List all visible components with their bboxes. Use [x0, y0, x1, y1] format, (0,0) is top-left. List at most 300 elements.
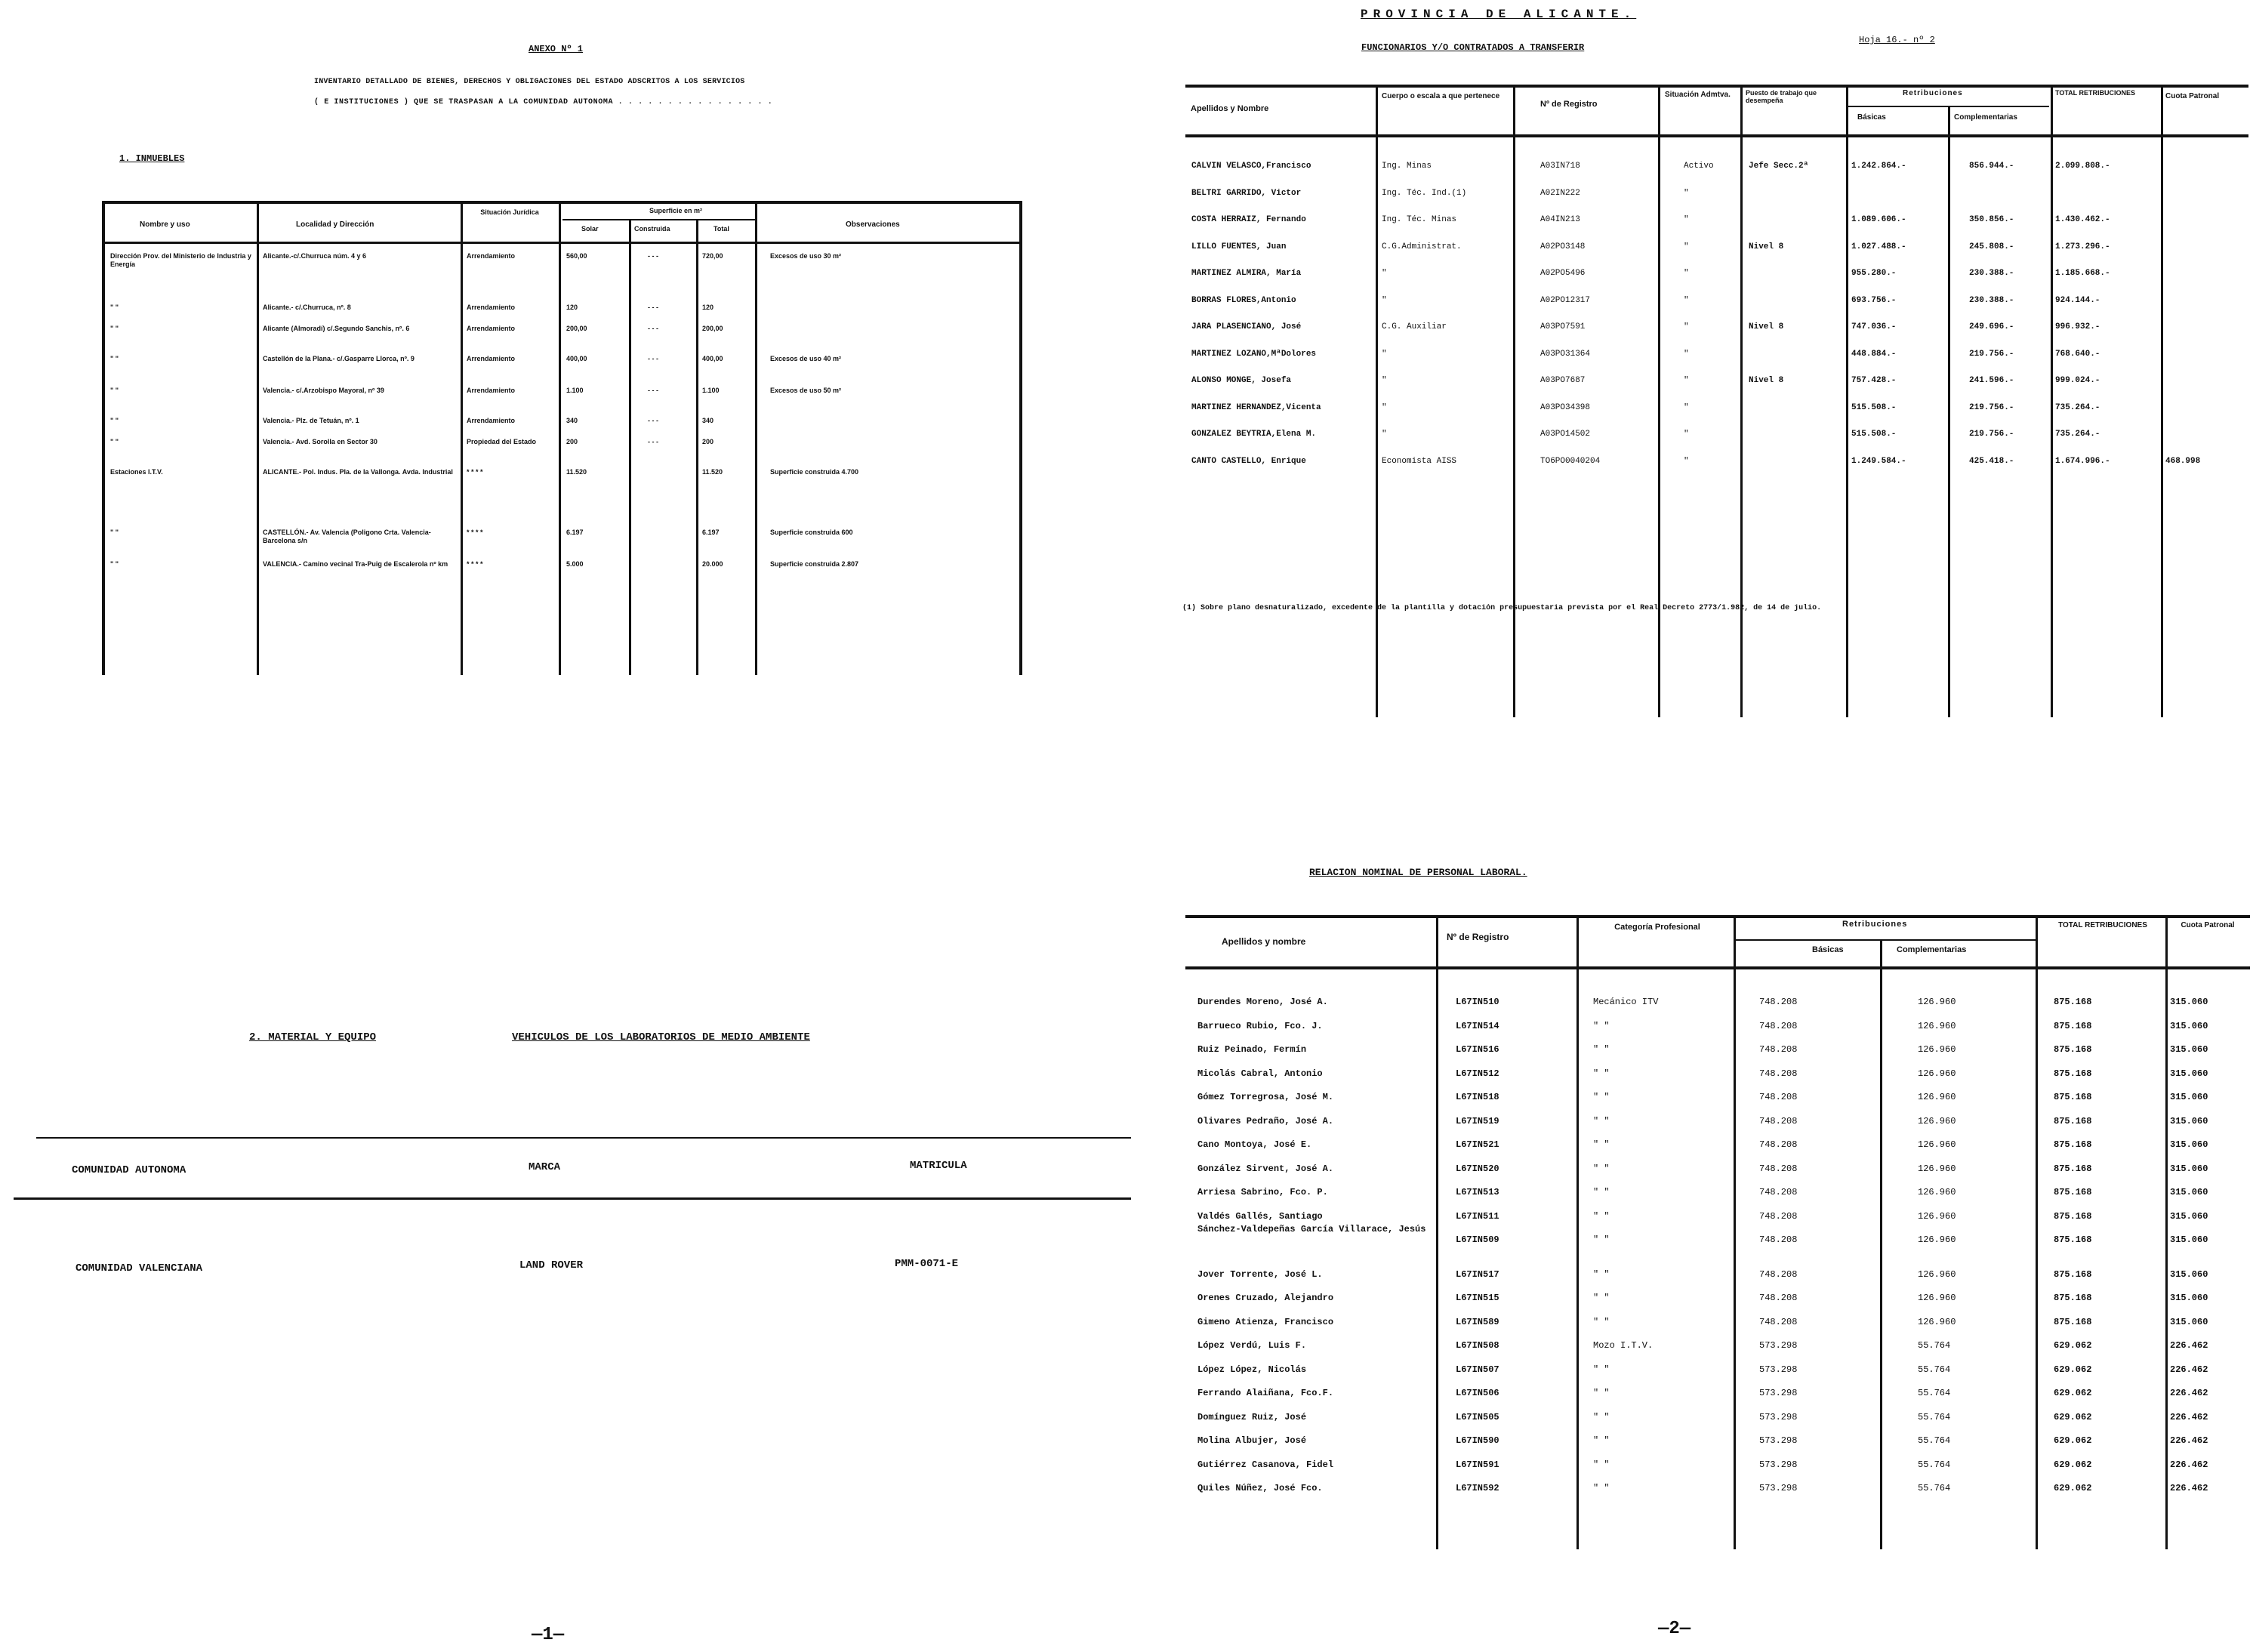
func-complementarias: 245.808.-: [1969, 242, 2014, 251]
func-nombre: GONZALEZ BEYTRIA,Elena M.: [1191, 430, 1317, 439]
func-complementarias: 425.418.-: [1969, 457, 2014, 466]
inmueble-total: 6.197: [702, 529, 720, 536]
inmueble-localidad: Castellón de la Plana.- c/.Gasparre Llorca, nº. 9: [263, 355, 415, 362]
inmueble-construida: - - -: [648, 417, 658, 424]
inmueble-localidad: ALICANTE.- Pol. Indus. Pla. de la Vallonga. Avda. Industrial: [263, 468, 453, 476]
laboral-nombre: Valdés Gallés, Santiago: [1197, 1211, 1323, 1222]
func-total: 735.264.-: [2055, 403, 2100, 412]
func-nombre: MARTINEZ HERNANDEZ,Vicenta: [1191, 403, 1321, 412]
laboral-registro: L67IN589: [1456, 1317, 1499, 1327]
inmueble-situacion: * * * *: [467, 560, 483, 568]
inmueble-localidad: Alicante.-c/.Churruca núm. 4 y 6: [263, 252, 367, 260]
laboral-categoria: " ": [1593, 1187, 1610, 1197]
inmueble-obs: Excesos de uso 30 m²: [770, 252, 842, 260]
func-registro: A03PO34398: [1540, 403, 1591, 412]
laboral-cuota: 226.462: [2170, 1412, 2208, 1422]
func-total: 1.185.668.-: [2055, 269, 2110, 278]
laboral-cuota: 226.462: [2170, 1435, 2208, 1446]
func-cuerpo: Ing. Téc. Minas: [1382, 215, 1457, 224]
laboral-complementarias: 126.960: [1918, 1139, 1956, 1150]
th-situacion: Situación Jurídica: [480, 208, 539, 216]
laboral-categoria: " ": [1593, 1388, 1610, 1398]
func-registro: A02IN222: [1540, 189, 1580, 198]
inmueble-obs: Excesos de uso 40 m²: [770, 355, 842, 362]
func-cuerpo: Ing. Téc. Ind.(1): [1382, 189, 1467, 198]
laboral-basicas: 573.298: [1759, 1459, 1798, 1470]
laboral-basicas: 748.208: [1759, 1044, 1798, 1055]
inmueble-localidad: Alicante.- c/.Churruca, nº. 8: [263, 304, 351, 311]
inmueble-construida: - - -: [648, 252, 658, 260]
th-superficie: Superficie en m²: [649, 207, 703, 214]
func-puesto: Nivel 8: [1749, 376, 1784, 385]
laboral-categoria: " ": [1593, 1234, 1610, 1245]
func-complementarias: 241.596.-: [1969, 376, 2014, 385]
inmueble-nombre: " ": [110, 560, 119, 568]
func-nombre: BORRAS FLORES,Antonio: [1191, 296, 1296, 305]
veh-th-matricula: MATRICULA: [910, 1160, 967, 1172]
inmueble-nombre: Estaciones I.T.V.: [110, 468, 163, 476]
laboral-registro: L67IN591: [1456, 1459, 1499, 1470]
inmueble-total: 120: [702, 304, 714, 311]
inmueble-construida: - - -: [648, 325, 658, 332]
laboral-nombre: Jover Torrente, José L.: [1197, 1269, 1323, 1280]
fth-apellidos: Apellidos y Nombre: [1191, 104, 1269, 113]
laboral-nombre: Gimeno Atienza, Francisco: [1197, 1317, 1334, 1327]
laboral-cuota: 315.060: [2170, 1092, 2208, 1102]
func-situacion: ": [1684, 296, 1689, 305]
page-number-2: —2—: [1658, 1619, 1691, 1639]
func-total: 2.099.808.-: [2055, 162, 2110, 171]
func-total: 1.674.996.-: [2055, 457, 2110, 466]
vehicles-title: VEHICULOS DE LOS LABORATORIOS DE MEDIO AMBIENTE: [512, 1031, 810, 1043]
laboral-categoria: Mozo I.T.V.: [1593, 1340, 1654, 1351]
func-situacion: ": [1684, 403, 1689, 412]
func-complementarias: 230.388.-: [1969, 269, 2014, 278]
laboral-complementarias: 126.960: [1918, 997, 1956, 1007]
fth-situacion: Situación Admtva.: [1665, 91, 1731, 99]
laboral-title: RELACION NOMINAL DE PERSONAL LABORAL.: [1309, 867, 1527, 878]
func-registro: TO6PO0040204: [1540, 457, 1601, 466]
func-complementarias: 350.856.-: [1969, 215, 2014, 224]
func-nombre: LILLO FUENTES, Juan: [1191, 242, 1287, 251]
th-nombre-uso: Nombre y uso: [140, 220, 190, 229]
laboral-registro: L67IN590: [1456, 1435, 1499, 1446]
func-situacion: ": [1684, 242, 1689, 251]
laboral-basicas: 748.208: [1759, 1211, 1798, 1222]
laboral-registro: L67IN514: [1456, 1021, 1499, 1031]
laboral-nombre: Cano Montoya, José E.: [1197, 1139, 1312, 1150]
inmueble-solar: 200: [566, 438, 578, 445]
func-registro: A04IN213: [1540, 215, 1580, 224]
laboral-nombre: Micolás Cabral, Antonio: [1197, 1068, 1323, 1079]
laboral-categoria: " ": [1593, 1211, 1610, 1222]
veh-marca: LAND ROVER: [519, 1259, 584, 1271]
func-nombre: MARTINEZ LOZANO,MªDolores: [1191, 350, 1317, 359]
inmueble-obs: Superficie construida 600: [770, 529, 853, 536]
func-basicas: 1.089.606.-: [1851, 215, 1906, 224]
laboral-cuota: 315.060: [2170, 1187, 2208, 1197]
laboral-total: 875.168: [2054, 1234, 2092, 1245]
laboral-categoria: Mecánico ITV: [1593, 997, 1659, 1007]
laboral-registro: L67IN519: [1456, 1116, 1499, 1127]
th-localidad: Localidad y Dirección: [296, 220, 374, 229]
laboral-complementarias: 55.764: [1918, 1483, 1951, 1493]
laboral-basicas: 573.298: [1759, 1483, 1798, 1493]
fth-cuerpo: Cuerpo o escala a que pertenece: [1382, 92, 1500, 100]
inmueble-nombre: " ": [110, 417, 119, 424]
fth-complementarias: Complementarias: [1954, 113, 2017, 122]
inmueble-solar: 400,00: [566, 355, 587, 362]
laboral-total: 875.168: [2054, 1092, 2092, 1102]
func-registro: A02PO12317: [1540, 296, 1591, 305]
inmueble-construida: - - -: [648, 304, 658, 311]
laboral-complementarias: 126.960: [1918, 1269, 1956, 1280]
func-cuerpo: ": [1382, 376, 1387, 385]
inmueble-solar: 200,00: [566, 325, 587, 332]
th-total: Total: [714, 225, 729, 233]
laboral-total: 875.168: [2054, 1163, 2092, 1174]
laboral-cuota: 315.060: [2170, 1234, 2208, 1245]
func-cuerpo: ": [1382, 403, 1387, 412]
func-cuerpo: ": [1382, 430, 1387, 439]
inmueble-situacion: Arrendamiento: [467, 355, 516, 362]
laboral-basicas: 748.208: [1759, 1187, 1798, 1197]
inmueble-nombre: " ": [110, 387, 119, 394]
laboral-nombre: González Sirvent, José A.: [1197, 1163, 1334, 1174]
laboral-basicas: 748.208: [1759, 1234, 1798, 1245]
laboral-categoria: " ": [1593, 1269, 1610, 1280]
func-registro: A03PO7591: [1540, 322, 1586, 331]
inmueble-situacion: Arrendamiento: [467, 417, 516, 424]
inmueble-localidad: Valencia.- Plz. de Tetuán, nº. 1: [263, 417, 359, 424]
laboral-total: 875.168: [2054, 1068, 2092, 1079]
func-complementarias: 856.944.-: [1969, 162, 2014, 171]
inmueble-localidad: Valencia.- Avd. Sorolla en Sector 30: [263, 438, 378, 445]
func-basicas: 757.428.-: [1851, 376, 1897, 385]
laboral-basicas: 573.298: [1759, 1412, 1798, 1422]
laboral-registro: L67IN509: [1456, 1234, 1499, 1245]
laboral-basicas: 748.208: [1759, 1092, 1798, 1102]
inmueble-total: 200,00: [702, 325, 723, 332]
laboral-total: 875.168: [2054, 997, 2092, 1007]
inmueble-solar: 340: [566, 417, 578, 424]
inmueble-nombre: " ": [110, 529, 119, 536]
func-cuerpo: C.G. Auxiliar: [1382, 322, 1447, 331]
laboral-registro: L67IN517: [1456, 1269, 1499, 1280]
laboral-nombre: Gutiérrez Casanova, Fidel: [1197, 1459, 1334, 1470]
laboral-complementarias: 126.960: [1918, 1293, 1956, 1303]
laboral-nombre: Barrueco Rubio, Fco. J.: [1197, 1021, 1323, 1031]
func-nombre: BELTRI GARRIDO, Victor: [1191, 189, 1302, 198]
func-situacion: ": [1684, 430, 1689, 439]
laboral-categoria: " ": [1593, 1116, 1610, 1127]
func-cuerpo: ": [1382, 269, 1387, 278]
province-title: PROVINCIA DE ALICANTE.: [1361, 8, 1637, 21]
inmueble-localidad: Alicante (Almoradí) c/.Segundo Sanchis, nº. 6: [263, 325, 410, 332]
inmueble-situacion: Arrendamiento: [467, 387, 516, 394]
inmueble-situacion: Arrendamiento: [467, 304, 516, 311]
laboral-registro: L67IN506: [1456, 1388, 1499, 1398]
laboral-total: 629.062: [2054, 1364, 2092, 1375]
laboral-complementarias: 126.960: [1918, 1021, 1956, 1031]
inmueble-solar: 120: [566, 304, 578, 311]
func-total: 924.144.-: [2055, 296, 2100, 305]
laboral-total: 875.168: [2054, 1293, 2092, 1303]
func-puesto: Nivel 8: [1749, 322, 1784, 331]
lth-cuota: Cuota Patronal: [2181, 921, 2235, 929]
func-cuerpo: Economista AISS: [1382, 457, 1457, 466]
laboral-basicas: 748.208: [1759, 1116, 1798, 1127]
laboral-cuota: 315.060: [2170, 1044, 2208, 1055]
inmueble-situacion: * * * *: [467, 468, 483, 476]
laboral-registro: L67IN510: [1456, 997, 1499, 1007]
inmueble-solar: 5.000: [566, 560, 584, 568]
inmueble-situacion: Propiedad del Estado: [467, 438, 537, 445]
laboral-cuota: 315.060: [2170, 1139, 2208, 1150]
laboral-registro: L67IN507: [1456, 1364, 1499, 1375]
func-cuerpo: ": [1382, 296, 1387, 305]
laboral-complementarias: 126.960: [1918, 1317, 1956, 1327]
laboral-nombre: Gómez Torregrosa, José M.: [1197, 1092, 1334, 1102]
fth-cuota: Cuota Patronal: [2165, 92, 2220, 100]
laboral-cuota: 315.060: [2170, 1163, 2208, 1174]
fth-total: TOTAL RETRIBUCIONES: [2055, 89, 2136, 97]
func-complementarias: 249.696.-: [1969, 322, 2014, 331]
inmueble-total: 11.520: [702, 468, 723, 476]
laboral-cuota: 226.462: [2170, 1364, 2208, 1375]
laboral-complementarias: 126.960: [1918, 1187, 1956, 1197]
laboral-total: 629.062: [2054, 1483, 2092, 1493]
laboral-nombre: Olivares Pedraño, José A.: [1197, 1116, 1334, 1127]
laboral-total: 875.168: [2054, 1044, 2092, 1055]
laboral-total: 629.062: [2054, 1340, 2092, 1351]
func-cuerpo: C.G.Administrat.: [1382, 242, 1462, 251]
laboral-basicas: 748.208: [1759, 1163, 1798, 1174]
inmueble-nombre: " ": [110, 355, 119, 362]
func-situacion: ": [1684, 269, 1689, 278]
laboral-complementarias: 55.764: [1918, 1435, 1951, 1446]
laboral-complementarias: 126.960: [1918, 1068, 1956, 1079]
func-cuota: 468.998: [2165, 457, 2201, 466]
laboral-total: 629.062: [2054, 1412, 2092, 1422]
laboral-basicas: 748.208: [1759, 1293, 1798, 1303]
laboral-complementarias: 126.960: [1918, 1092, 1956, 1102]
laboral-complementarias: 126.960: [1918, 1234, 1956, 1245]
funcionarios-title: FUNCIONARIOS Y/O CONTRATADOS A TRANSFERIR: [1361, 42, 1585, 53]
func-total: 1.430.462.-: [2055, 215, 2110, 224]
func-nombre: ALONSO MONGE, Josefa: [1191, 376, 1292, 385]
laboral-total: 629.062: [2054, 1435, 2092, 1446]
lth-total: TOTAL RETRIBUCIONES: [2058, 921, 2147, 929]
laboral-complementarias: 55.764: [1918, 1412, 1951, 1422]
func-total: 735.264.-: [2055, 430, 2100, 439]
func-registro: A03PO7687: [1540, 376, 1586, 385]
inmueble-nombre: Dirección Prov. del Ministerio de Industria y Energía: [110, 252, 251, 268]
func-basicas: 1.249.584.-: [1851, 457, 1906, 466]
laboral-registro: L67IN516: [1456, 1044, 1499, 1055]
func-complementarias: 219.756.-: [1969, 350, 2014, 359]
laboral-categoria: " ": [1593, 1021, 1610, 1031]
anexo-title: ANEXO Nº 1: [529, 44, 584, 54]
laboral-registro: L67IN515: [1456, 1293, 1499, 1303]
func-total: 999.024.-: [2055, 376, 2100, 385]
laboral-basicas: 573.298: [1759, 1388, 1798, 1398]
laboral-registro: L67IN511: [1456, 1211, 1499, 1222]
laboral-cuota: 226.462: [2170, 1340, 2208, 1351]
laboral-cuota: 315.060: [2170, 1021, 2208, 1031]
laboral-basicas: 573.298: [1759, 1340, 1798, 1351]
inmueble-solar: 1.100: [566, 387, 584, 394]
laboral-total: 875.168: [2054, 1116, 2092, 1127]
inmueble-construida: - - -: [648, 355, 658, 362]
inmueble-nombre: " ": [110, 438, 119, 445]
laboral-categoria: " ": [1593, 1092, 1610, 1102]
th-solar: Solar: [581, 225, 599, 233]
laboral-total: 629.062: [2054, 1388, 2092, 1398]
laboral-basicas: 748.208: [1759, 1269, 1798, 1280]
lth-retribuciones: Retribuciones: [1842, 920, 1908, 929]
inmueble-obs: Superficie construida 4.700: [770, 468, 859, 476]
func-basicas: 1.027.488.-: [1851, 242, 1906, 251]
func-basicas: 515.508.-: [1851, 430, 1897, 439]
laboral-registro: L67IN521: [1456, 1139, 1499, 1150]
inmueble-situacion: Arrendamiento: [467, 325, 516, 332]
func-situacion: ": [1684, 215, 1689, 224]
laboral-total: 875.168: [2054, 1211, 2092, 1222]
inmueble-solar: 11.520: [566, 468, 587, 476]
laboral-registro: L67IN592: [1456, 1483, 1499, 1493]
inmueble-localidad: VALENCIA.- Camino vecinal Tra-Puig de Escalerola nº km: [263, 560, 448, 568]
inmueble-solar: 6.197: [566, 529, 584, 536]
laboral-categoria: " ": [1593, 1293, 1610, 1303]
func-situacion: ": [1684, 376, 1689, 385]
func-cuerpo: Ing. Minas: [1382, 162, 1432, 171]
laboral-cuota: 226.462: [2170, 1459, 2208, 1470]
func-situacion: Activo: [1684, 162, 1714, 171]
inmueble-construida: - - -: [648, 438, 658, 445]
veh-matricula: PMM-0071-E: [895, 1258, 959, 1270]
func-situacion: ": [1684, 457, 1689, 466]
func-registro: A03IN718: [1540, 162, 1580, 171]
func-registro: A02PO5496: [1540, 269, 1586, 278]
laboral-nombre: Orenes Cruzado, Alejandro: [1197, 1293, 1334, 1303]
laboral-categoria: " ": [1593, 1459, 1610, 1470]
laboral-registro: L67IN512: [1456, 1068, 1499, 1079]
laboral-complementarias: 126.960: [1918, 1211, 1956, 1222]
func-registro: A02PO3148: [1540, 242, 1586, 251]
laboral-total: 875.168: [2054, 1187, 2092, 1197]
laboral-complementarias: 55.764: [1918, 1340, 1951, 1351]
laboral-nombre: Arriesa Sabrino, Fco. P.: [1197, 1187, 1328, 1197]
inmueble-situacion: * * * *: [467, 529, 483, 536]
laboral-complementarias: 55.764: [1918, 1459, 1951, 1470]
func-basicas: 515.508.-: [1851, 403, 1897, 412]
th-observaciones: Observaciones: [846, 220, 900, 229]
page-number-1: —1—: [532, 1625, 565, 1645]
inmueble-total: 1.100: [702, 387, 720, 394]
fth-registro: Nº de Registro: [1540, 100, 1598, 109]
inmueble-nombre: " ": [110, 304, 119, 311]
func-nombre: CALVIN VELASCO,Francisco: [1191, 162, 1311, 171]
func-nombre: JARA PLASENCIANO, José: [1191, 322, 1302, 331]
laboral-cuota: 315.060: [2170, 1116, 2208, 1127]
veh-th-comunidad: COMUNIDAD AUTONOMA: [72, 1164, 186, 1176]
func-nombre: MARTINEZ ALMIRA, María: [1191, 269, 1302, 278]
laboral-cuota: 315.060: [2170, 1269, 2208, 1280]
laboral-registro: L67IN505: [1456, 1412, 1499, 1422]
laboral-nombre: Sánchez-Valdepeñas García Villarace, Jesús: [1197, 1224, 1426, 1234]
func-situacion: ": [1684, 350, 1689, 359]
laboral-categoria: " ": [1593, 1163, 1610, 1174]
inventory-subtitle-1: INVENTARIO DETALLADO DE BIENES, DERECHOS Y OBLIGACIONES DEL ESTADO ADSCRITOS A LOS SERVICIOS: [314, 78, 745, 86]
laboral-complementarias: 126.960: [1918, 1163, 1956, 1174]
func-basicas: 955.280.-: [1851, 269, 1897, 278]
inmueble-localidad: CASTELLÓN.- Av. Valencia (Poligono Crta. Valencia-Barcelona s/n: [263, 529, 431, 544]
func-registro: A03PO31364: [1540, 350, 1591, 359]
func-complementarias: 230.388.-: [1969, 296, 2014, 305]
laboral-basicas: 748.208: [1759, 1021, 1798, 1031]
inmueble-obs: Excesos de uso 50 m²: [770, 387, 842, 394]
laboral-categoria: " ": [1593, 1139, 1610, 1150]
laboral-total: 875.168: [2054, 1269, 2092, 1280]
veh-comunidad: COMUNIDAD VALENCIANA: [76, 1262, 203, 1274]
laboral-registro: L67IN520: [1456, 1163, 1499, 1174]
lth-basicas: Básicas: [1812, 945, 1844, 954]
laboral-cuota: 226.462: [2170, 1483, 2208, 1493]
lth-registro: Nº de Registro: [1447, 932, 1509, 942]
laboral-complementarias: 55.764: [1918, 1364, 1951, 1375]
func-nombre: COSTA HERRAIZ, Fernando: [1191, 215, 1306, 224]
laboral-total: 875.168: [2054, 1317, 2092, 1327]
inmueble-localidad: Valencia.- c/.Arzobispo Mayoral, nº 39: [263, 387, 384, 394]
inmueble-total: 340: [702, 417, 714, 424]
laboral-basicas: 748.208: [1759, 1317, 1798, 1327]
section-material: 2. MATERIAL Y EQUIPO: [249, 1031, 377, 1043]
func-registro: A03PO14502: [1540, 430, 1591, 439]
inmueble-total: 720,00: [702, 252, 723, 260]
func-nombre: CANTO CASTELLO, Enrique: [1191, 457, 1306, 466]
laboral-basicas: 573.298: [1759, 1435, 1798, 1446]
laboral-cuota: 315.060: [2170, 1211, 2208, 1222]
laboral-registro: L67IN513: [1456, 1187, 1499, 1197]
inmueble-total: 20.000: [702, 560, 723, 568]
laboral-nombre: Ruiz Peinado, Fermín: [1197, 1044, 1307, 1055]
inmueble-nombre: " ": [110, 325, 119, 332]
laboral-categoria: " ": [1593, 1412, 1610, 1422]
th-construida: Construida: [634, 225, 670, 233]
section-inmuebles: 1. INMUEBLES: [119, 153, 185, 164]
lth-apellidos: Apellidos y nombre: [1222, 936, 1306, 947]
func-basicas: 448.884.-: [1851, 350, 1897, 359]
inventory-subtitle-2: ( E INSTITUCIONES ) QUE SE TRASPASAN A LA COMUNIDAD AUTONOMA . . . . . . . . . . . . . . . .: [314, 98, 773, 106]
laboral-total: 629.062: [2054, 1459, 2092, 1470]
laboral-nombre: Durendes Moreno, José A.: [1197, 997, 1328, 1007]
laboral-complementarias: 55.764: [1918, 1388, 1951, 1398]
func-total: 996.932.-: [2055, 322, 2100, 331]
laboral-nombre: Domínguez Ruiz, José: [1197, 1412, 1307, 1422]
laboral-categoria: " ": [1593, 1483, 1610, 1493]
laboral-categoria: " ": [1593, 1044, 1610, 1055]
laboral-cuota: 315.060: [2170, 997, 2208, 1007]
inmueble-obs: Superficie construida 2.807: [770, 560, 859, 568]
func-situacion: ": [1684, 322, 1689, 331]
func-puesto: Jefe Secc.2ª: [1749, 162, 1809, 171]
laboral-cuota: 315.060: [2170, 1068, 2208, 1079]
lth-complementarias: Complementarias: [1897, 945, 1967, 954]
hoja-number: Hoja 16.- nº 2: [1859, 35, 1935, 45]
fth-basicas: Básicas: [1857, 113, 1886, 122]
laboral-categoria: " ": [1593, 1317, 1610, 1327]
